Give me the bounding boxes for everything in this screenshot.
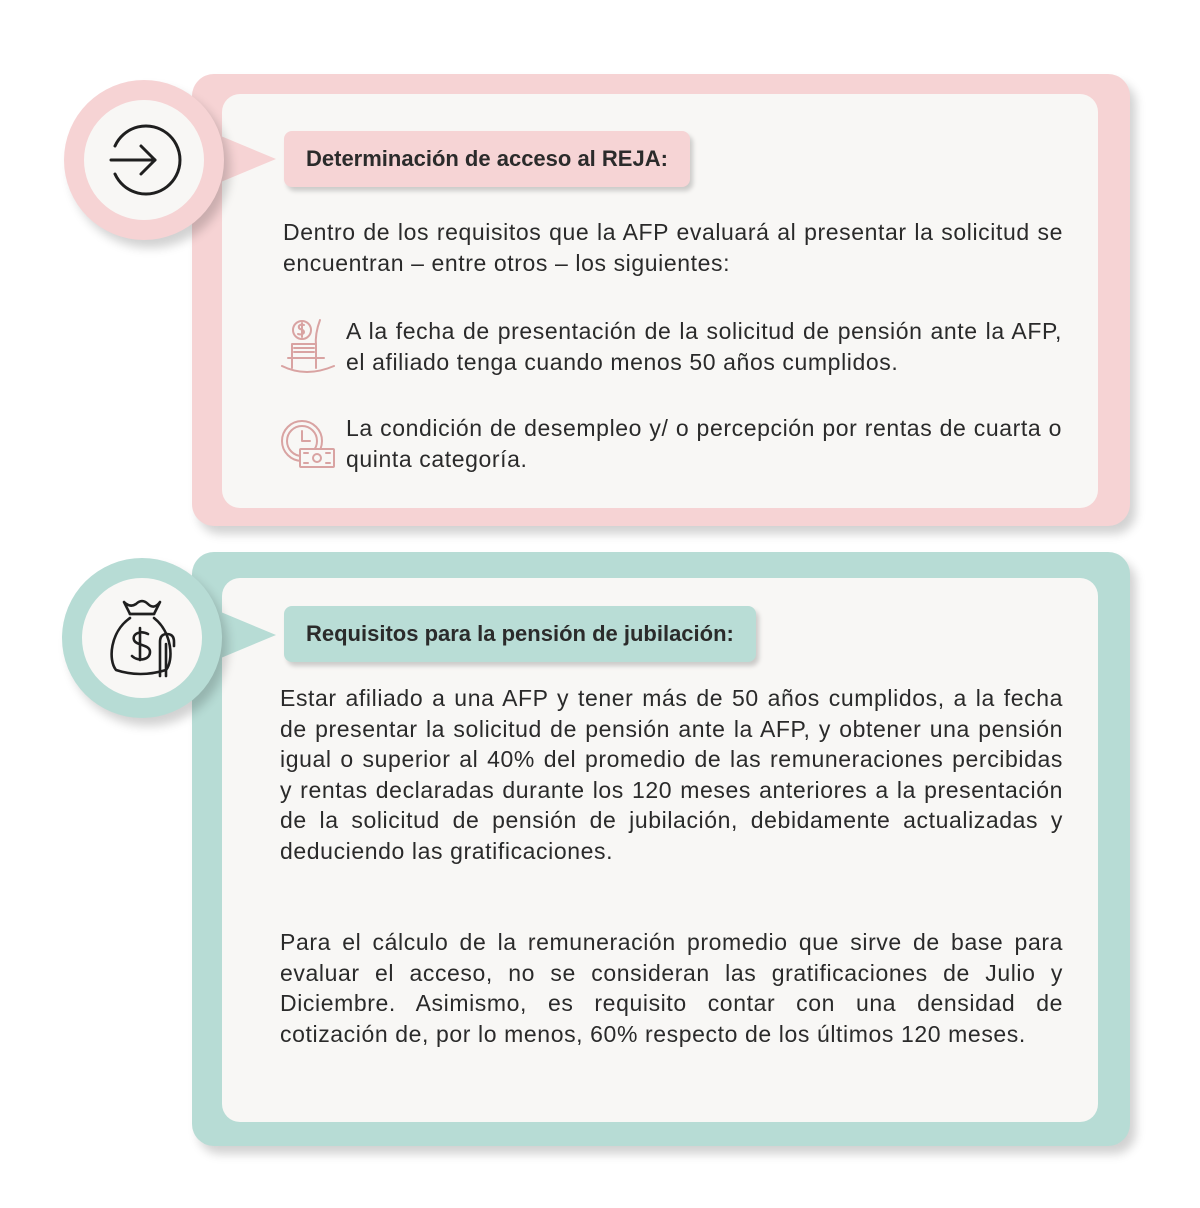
section1-item-2: La condición de desempleo y/ o percepción por rentas de cuarta o quinta categoría. xyxy=(346,415,1062,472)
money-bag-cane-icon xyxy=(100,596,184,680)
section2-paragraph-1: Estar afiliado a una AFP y tener más de 50 años cumplidos, a la fecha de presentar la solicitud de pensión ante la AFP, y obtener una pensión igual o superior al 40% del promedio de las remuneraciones percibidas y rentas declaradas durante los 120 meses anteriores a la presentación de la solicitud de pensión de jubilación, debidamente actualizadas y deduciendo las gratificaciones. xyxy=(280,685,1063,864)
section2-title: Requisitos para la pensión de jubilación: xyxy=(284,606,756,662)
section2-icon-badge xyxy=(62,558,222,718)
section1-title: Determinación de acceso al REJA: xyxy=(284,131,690,187)
clock-money-icon xyxy=(280,419,336,476)
section1-icon-badge xyxy=(64,80,224,240)
section2-paragraph-2: Para el cálculo de la remuneración promedio que sirve de base para evaluar el acceso, no se consideran las gratificaciones de Julio y Diciembre. Asimismo, es requisito contar con una densidad de cotización de, por lo menos, 60% respecto de los últimos 120 meses. xyxy=(280,929,1063,1047)
section1-item-1: A la fecha de presentación de la solicitud de pensión ante la AFP, el afiliado tenga cuando menos 50 años cumplidos. xyxy=(346,318,1062,375)
enter-arrow-icon xyxy=(105,121,183,199)
section1-intro: Dentro de los requisitos que la AFP evaluará al presentar la solicitud se encuentran – entre otros – los siguientes: xyxy=(283,219,1063,276)
rocking-chair-money-icon xyxy=(280,318,336,383)
